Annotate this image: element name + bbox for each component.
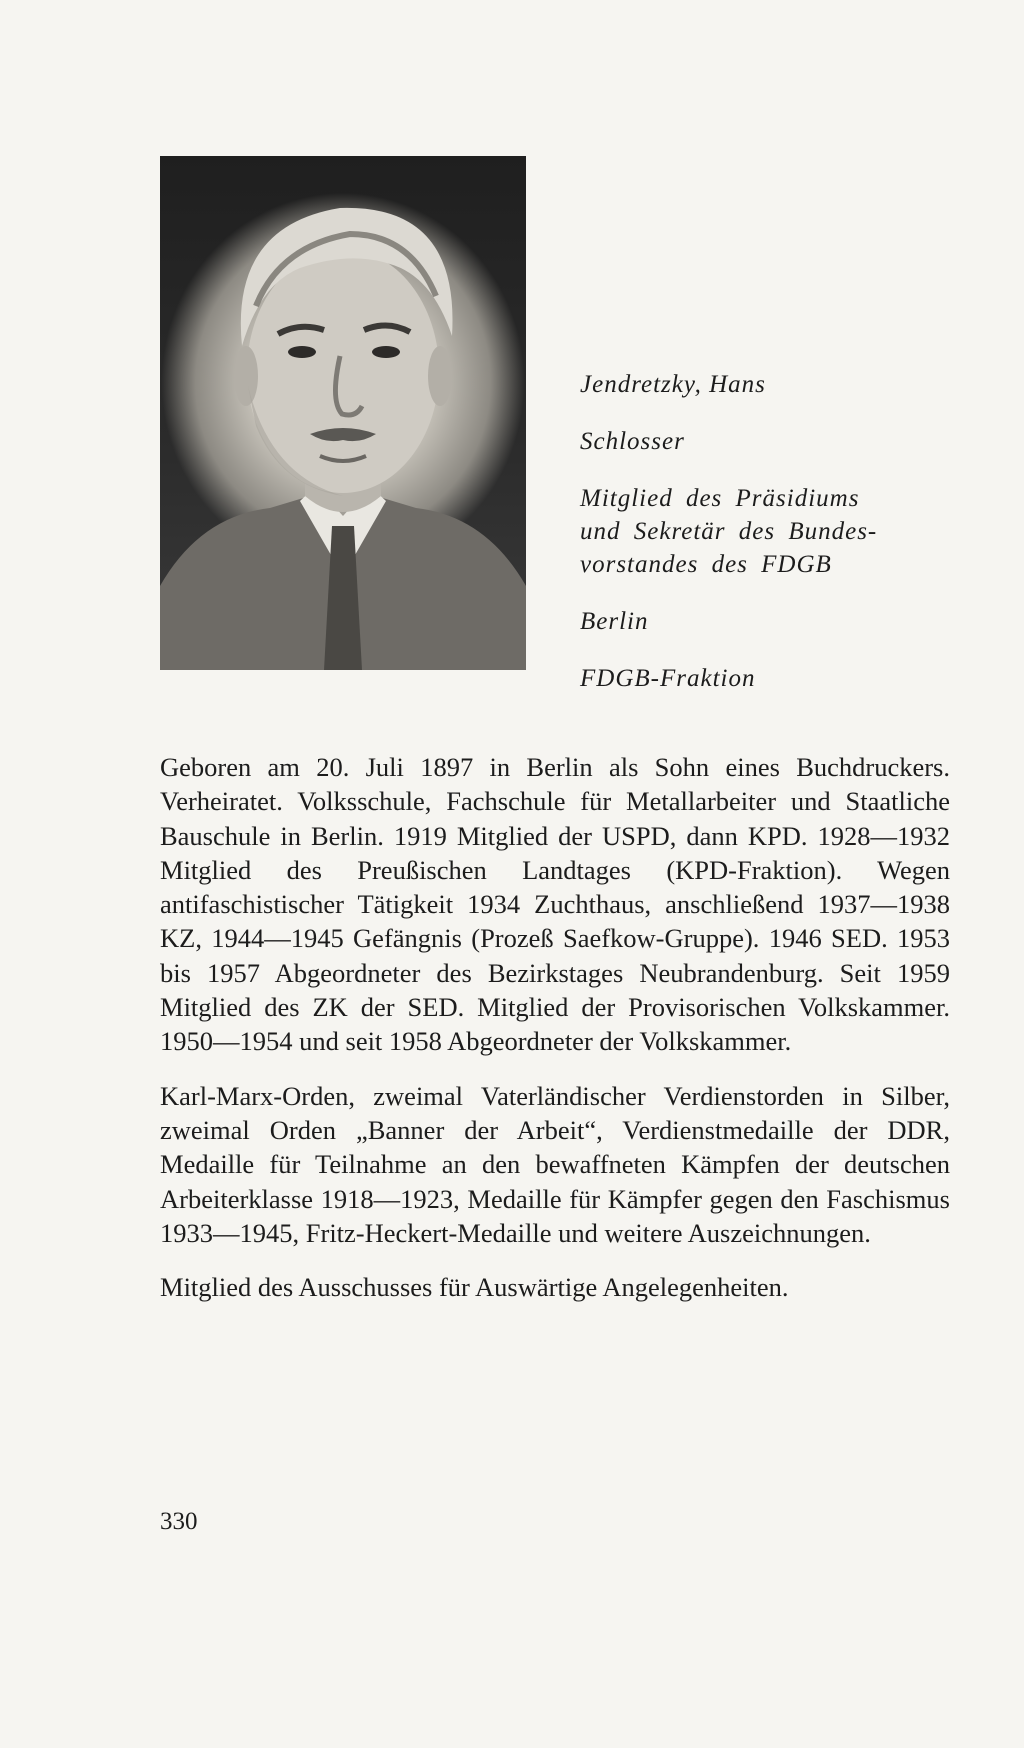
bio-paragraph-career: Geboren am 20. Juli 1897 in Berlin als Sohn eines Buchdruckers. Verheiratet. Volksschule, Fachschule für Metallarbeiter und Staatliche Bauschule in Berlin. 1919 Mitglied der USPD, dann KPD. 1928—1932 Mitglied des Preußischen Landtages (KPD-Fraktion). Wegen antifaschistischer Tätigkeit 1934 Zuchthaus, anschließend 1937—1938 KZ, 1944—1945 Gefängnis (Prozeß Saefkow-Gruppe). 1946 SED. 1953 bis 1957 Abgeordneter des Bezirkstages Neubrandenburg. Seit 1959 Mitglied des ZK der SED. Mitglied der Provisorischen Volkskammer. 1950—1954 und seit 1958 Abgeordneter der Volkskammer.: [160, 752, 950, 1057]
person-function-line: und Sekretär des Bundes-: [580, 518, 878, 545]
person-function-line: vorstandes des FDGB: [580, 551, 832, 578]
person-name: Jendretzky, Hans: [580, 371, 766, 398]
bio-paragraph-committee: Mitglied des Ausschusses für Auswärtige Angelegenheiten.: [160, 1272, 789, 1303]
person-caption: [580, 368, 1000, 719]
page-number: 330: [160, 1508, 198, 1535]
biography: [160, 750, 950, 1324]
person-function: [580, 482, 1000, 581]
person-function-line: Mitglied des Präsidiums: [580, 485, 860, 512]
bio-paragraph-awards: Karl-Marx-Orden, zweimal Vaterländischer Verdienstorden in Silber, zweimal Orden „Banner der Arbeit“, Verdienstmedaille der DDR, Medaille für Teilnahme an den bewaffneten Kämpfen der deutschen Arbeiterklasse 1918—1923, Medaille für Kämpfer gegen den Faschismus 1933—1945, Fritz-Heckert-Medaille und weitere Auszeichnungen.: [160, 1080, 950, 1248]
person-occupation: Schlosser: [580, 428, 685, 455]
person-faction: FDGB-Fraktion: [580, 665, 756, 692]
portrait-illustration: [160, 156, 526, 670]
person-location: Berlin: [580, 608, 649, 635]
portrait-photo: [160, 156, 526, 670]
